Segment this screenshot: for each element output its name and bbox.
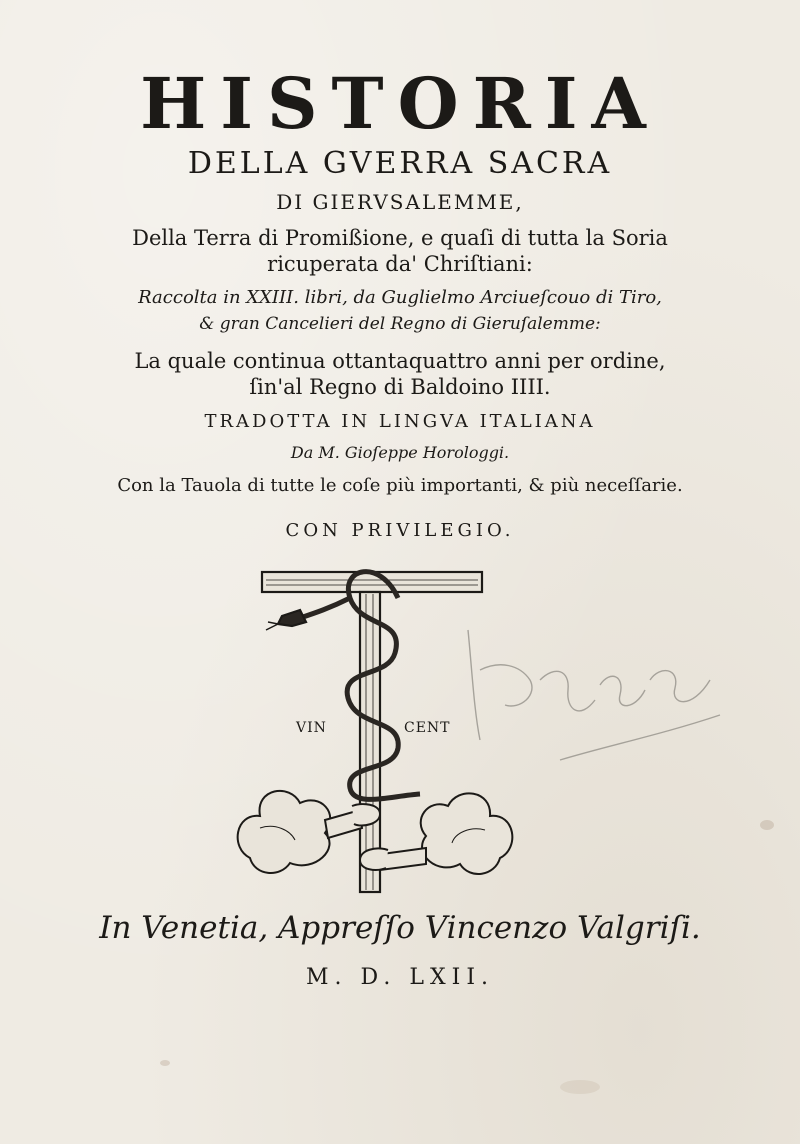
privilege-line: CON PRIVILEGIO. — [285, 520, 515, 541]
index-note: Con la Tauola di tutte le coſe più importanti, & più neceſſarie. — [117, 475, 683, 496]
motto-right: CENT — [404, 720, 451, 736]
subtitle-line-4: ricuperata da' Chriſtiani: — [267, 252, 533, 276]
imprint-line: In Venetia, Appreſſo Vincenzo Valgriſi. — [99, 910, 701, 946]
foxing-spot — [160, 1060, 170, 1066]
translation-heading: TRADOTTA IN LINGVA ITALIANA — [204, 411, 596, 432]
serpent-head — [278, 610, 306, 626]
subtitle-line-1: DELLA GVERRA SACRA — [187, 146, 613, 181]
description-line-1: La quale continua ottantaquattro anni per ordine, — [134, 349, 666, 373]
cross-staff — [360, 592, 380, 892]
right-cloud-hand — [360, 793, 512, 874]
publication-year: M. D. LXII. — [306, 965, 494, 990]
subtitle-line-2: DI GIERVSALEMME, — [276, 190, 524, 214]
subtitle-line-3: Della Terra di Promißione, e quaſi di tutta la Soria — [132, 226, 668, 250]
author-line-1: Raccolta in XXIII. libri, da Guglielmo Arciueſcouo di Tiro, — [138, 287, 662, 308]
foxing-spot — [560, 1080, 600, 1094]
handwritten-signature — [460, 610, 730, 770]
cross-bar — [262, 572, 482, 592]
left-cloud-hand — [238, 791, 380, 873]
foxing-spot — [760, 820, 774, 830]
motto-left: VIN — [296, 720, 327, 736]
author-line-2: & gran Cancelieri del Regno di Gieruſalemme: — [199, 314, 601, 334]
description-line-2: ſin'al Regno di Baldoino IIII. — [249, 375, 551, 399]
translator-line: Da M. Gioſeppe Horologgi. — [290, 443, 510, 462]
book-title: HISTORIA — [140, 62, 660, 145]
